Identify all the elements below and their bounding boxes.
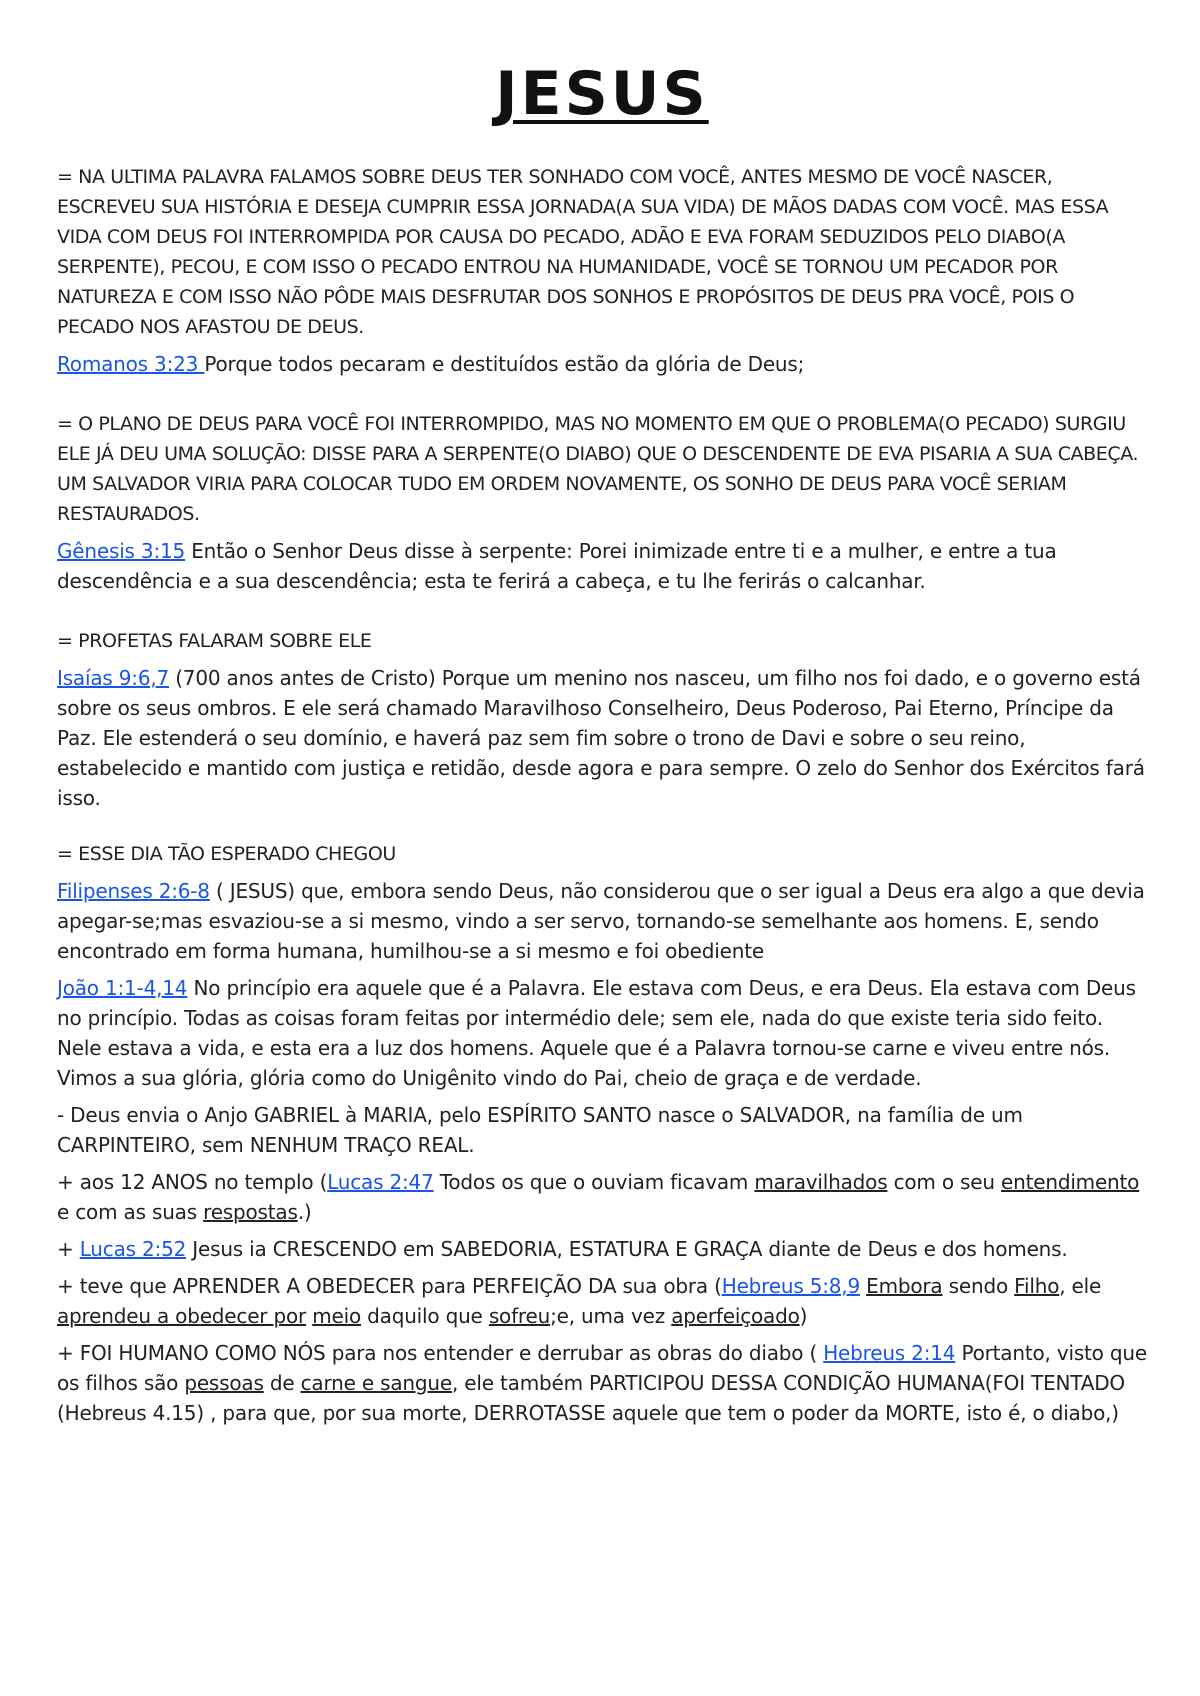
underlined-word: aperfeiçoado xyxy=(671,1304,800,1328)
text-segment: daquilo que xyxy=(361,1304,489,1328)
intro-paragraph-sin: = NA ULTIMA PALAVRA FALAMOS SOBRE DEUS TER SONHADO COM VOCÊ, ANTES MESMO DE VOCÊ NASCER, ESCREVEU SUA HISTÓRIA E DESEJA CUMPRIR ESSA JORNADA(A SUA VIDA) DE MÃOS DADAS COM VOCÊ. MAS ESSA VIDA COM DEUS FOI INTERROMPIDA POR CAUSA DO PECADO, ADÃO E EVA FORAM SEDUZIDOS PELO DIABO(A SERPENTE), PECOU, E COM ISSO O PECADO ENTROU NA HUMANIDADE, VOCÊ SE TORNOU UM PECADOR POR NATUREZA E COM ISSO NÃO PÔDE MAIS DESFRUTAR DOS SONHOS E PROPÓSITOS DE DEUS PRA VOCÊ, POIS O PECADO NOS AFASTOU DE DEUS. xyxy=(57,166,1109,338)
text-segment: ;e, uma vez xyxy=(550,1304,672,1328)
heading-profetas: = PROFETAS FALARAM SOBRE ELE xyxy=(57,630,372,652)
line-anjo-gabriel: - Deus envia o Anjo GABRIEL à MARIA, pelo ESPÍRITO SANTO nasce o SALVADOR, na família de um CARPINTEIRO, sem NENHUM TRAÇO REAL. xyxy=(57,1103,1023,1157)
text-segment: + aos 12 ANOS no templo ( xyxy=(57,1170,328,1194)
text-segment: e com as suas xyxy=(57,1200,204,1224)
line-hebreus-5-8 xyxy=(57,1271,1147,1331)
link-isaias-9-6-7[interactable]: Isaías 9:6,7 xyxy=(57,666,170,690)
document-page xyxy=(57,58,1147,1428)
link-hebreus-2-14[interactable]: Hebreus 2:14 xyxy=(823,1341,956,1365)
underlined-word: pessoas xyxy=(184,1371,264,1395)
verse-text: No princípio era aquele que é a Palavra. Ele estava com Deus, e era Deus. Ela estava com Deus no princípio. Todas as coisas foram feitas por intermédio dele; sem ele, nada do que existe teria sido feito. Nele estava a vida, e esta era a luz dos homens. Aquele que é a Palavra tornou-se carne e viveu entre nós. Vimos a sua glória, glória como do Unigênito vindo do Pai, cheio de graça e de verdade. xyxy=(57,976,1136,1090)
line-hebreus-2-14 xyxy=(57,1338,1147,1428)
verse-genesis xyxy=(57,536,1147,596)
text-segment: de xyxy=(263,1371,301,1395)
verse-text: (700 anos antes de Cristo) Porque um menino nos nasceu, um filho nos foi dado, e o governo está sobre os seus ombros. E ele será chamado Maravilhoso Conselheiro, Deus Poderoso, Pai Eterno, Príncipe da Paz. Ele estenderá o seu domínio, e haverá paz sem fim sobre o trono de Davi e sobre o seu reino, estabelecido e mantido com justiça e retidão, desde agora e para sempre. O zelo do Senhor dos Exércitos fará isso. xyxy=(57,666,1145,810)
link-romanos-3-23[interactable]: Romanos 3:23 xyxy=(57,352,205,376)
verse-text: ( JESUS) que, embora sendo Deus, não considerou que o ser igual a Deus era algo a que devia apegar-se;mas esvaziou-se a si mesmo, vindo a ser servo, tornando-se semelhante aos homens. E, sendo encontrado em forma humana, humilhou-se a si mesmo e foi obediente xyxy=(57,879,1145,963)
text-segment: , ele xyxy=(1059,1274,1102,1298)
verse-romanos xyxy=(57,349,1147,379)
underlined-word: carne e sangue xyxy=(300,1371,452,1395)
text-segment: + teve que APRENDER A OBEDECER para PERFEIÇÃO DA sua obra ( xyxy=(57,1274,722,1298)
verse-joao xyxy=(57,973,1147,1093)
line-12-anos xyxy=(57,1167,1147,1227)
text-segment: + xyxy=(57,1237,80,1261)
text-segment: , ele também PARTICIPOU DESSA CONDIÇÃO HUMANA(FOI TENTADO (Hebreus 4.15) , para que, por sua morte, DERROTASSE aquele que tem o poder da MORTE, isto é, o diabo,) xyxy=(57,1371,1125,1425)
underlined-word: respostas xyxy=(203,1200,298,1224)
page-title: JESUS xyxy=(495,59,709,129)
line-lucas-2-52 xyxy=(57,1234,1147,1264)
intro-paragraph-plan: = O PLANO DE DEUS PARA VOCÊ FOI INTERROMPIDO, MAS NO MOMENTO EM QUE O PROBLEMA(O PECADO) SURGIU ELE JÁ DEU UMA SOLUÇÃO: DISSE PARA A SERPENTE(O DIABO) QUE O DESCENDENTE DE EVA PISARIA A SUA CABEÇA. UM SALVADOR VIRIA PARA COLOCAR TUDO EM ORDEM NOVAMENTE, OS SONHO DE DEUS PARA VOCÊ SERIAM RESTAURADOS. xyxy=(57,413,1139,525)
link-filipenses-2-6-8[interactable]: Filipenses 2:6-8 xyxy=(57,879,210,903)
verse-filipenses xyxy=(57,876,1147,966)
text-segment: com o seu xyxy=(887,1170,1002,1194)
text-segment: + FOI HUMANO COMO NÓS para nos entender e derrubar as obras do diabo ( xyxy=(57,1341,824,1365)
link-hebreus-5-8-9[interactable]: Hebreus 5:8,9 xyxy=(721,1274,860,1298)
underlined-word: entendimento xyxy=(1001,1170,1140,1194)
link-genesis-3-15[interactable]: Gênesis 3:15 xyxy=(57,539,186,563)
heading-dia-chegou: = ESSE DIA TÃO ESPERADO CHEGOU xyxy=(57,843,396,865)
link-lucas-2-47[interactable]: Lucas 2:47 xyxy=(327,1170,434,1194)
underlined-word: maravilhados xyxy=(754,1170,888,1194)
text-segment: sendo xyxy=(942,1274,1015,1298)
underlined-word: Embora xyxy=(866,1274,943,1298)
verse-text: Então o Senhor Deus disse à serpente: Porei inimizade entre ti e a mulher, e entre a tua descendência e a sua descendência; esta te ferirá a cabeça, e tu lhe ferirás o calcanhar. xyxy=(57,539,1057,593)
text-segment: .) xyxy=(297,1200,312,1224)
text-segment: Portanto, visto que os filhos são xyxy=(57,1341,1147,1395)
verse-isaias xyxy=(57,663,1147,813)
verse-text: Porque todos pecaram e destituídos estão da glória de Deus; xyxy=(204,352,805,376)
underlined-word: sofreu xyxy=(488,1304,551,1328)
underlined-word: aprendeu a obedecer por xyxy=(57,1304,307,1328)
link-joao-1-1-4-14[interactable]: João 1:1-4,14 xyxy=(57,976,188,1000)
link-lucas-2-52[interactable]: Lucas 2:52 xyxy=(79,1237,187,1261)
text-segment: Jesus ia CRESCENDO em SABEDORIA, ESTATURA E GRAÇA diante de Deus e dos homens. xyxy=(186,1237,1068,1261)
underlined-word: meio xyxy=(312,1304,361,1328)
text-segment: Todos os que o ouviam ficavam xyxy=(433,1170,755,1194)
underlined-word: Filho xyxy=(1014,1274,1060,1298)
text-segment: ) xyxy=(799,1304,808,1328)
